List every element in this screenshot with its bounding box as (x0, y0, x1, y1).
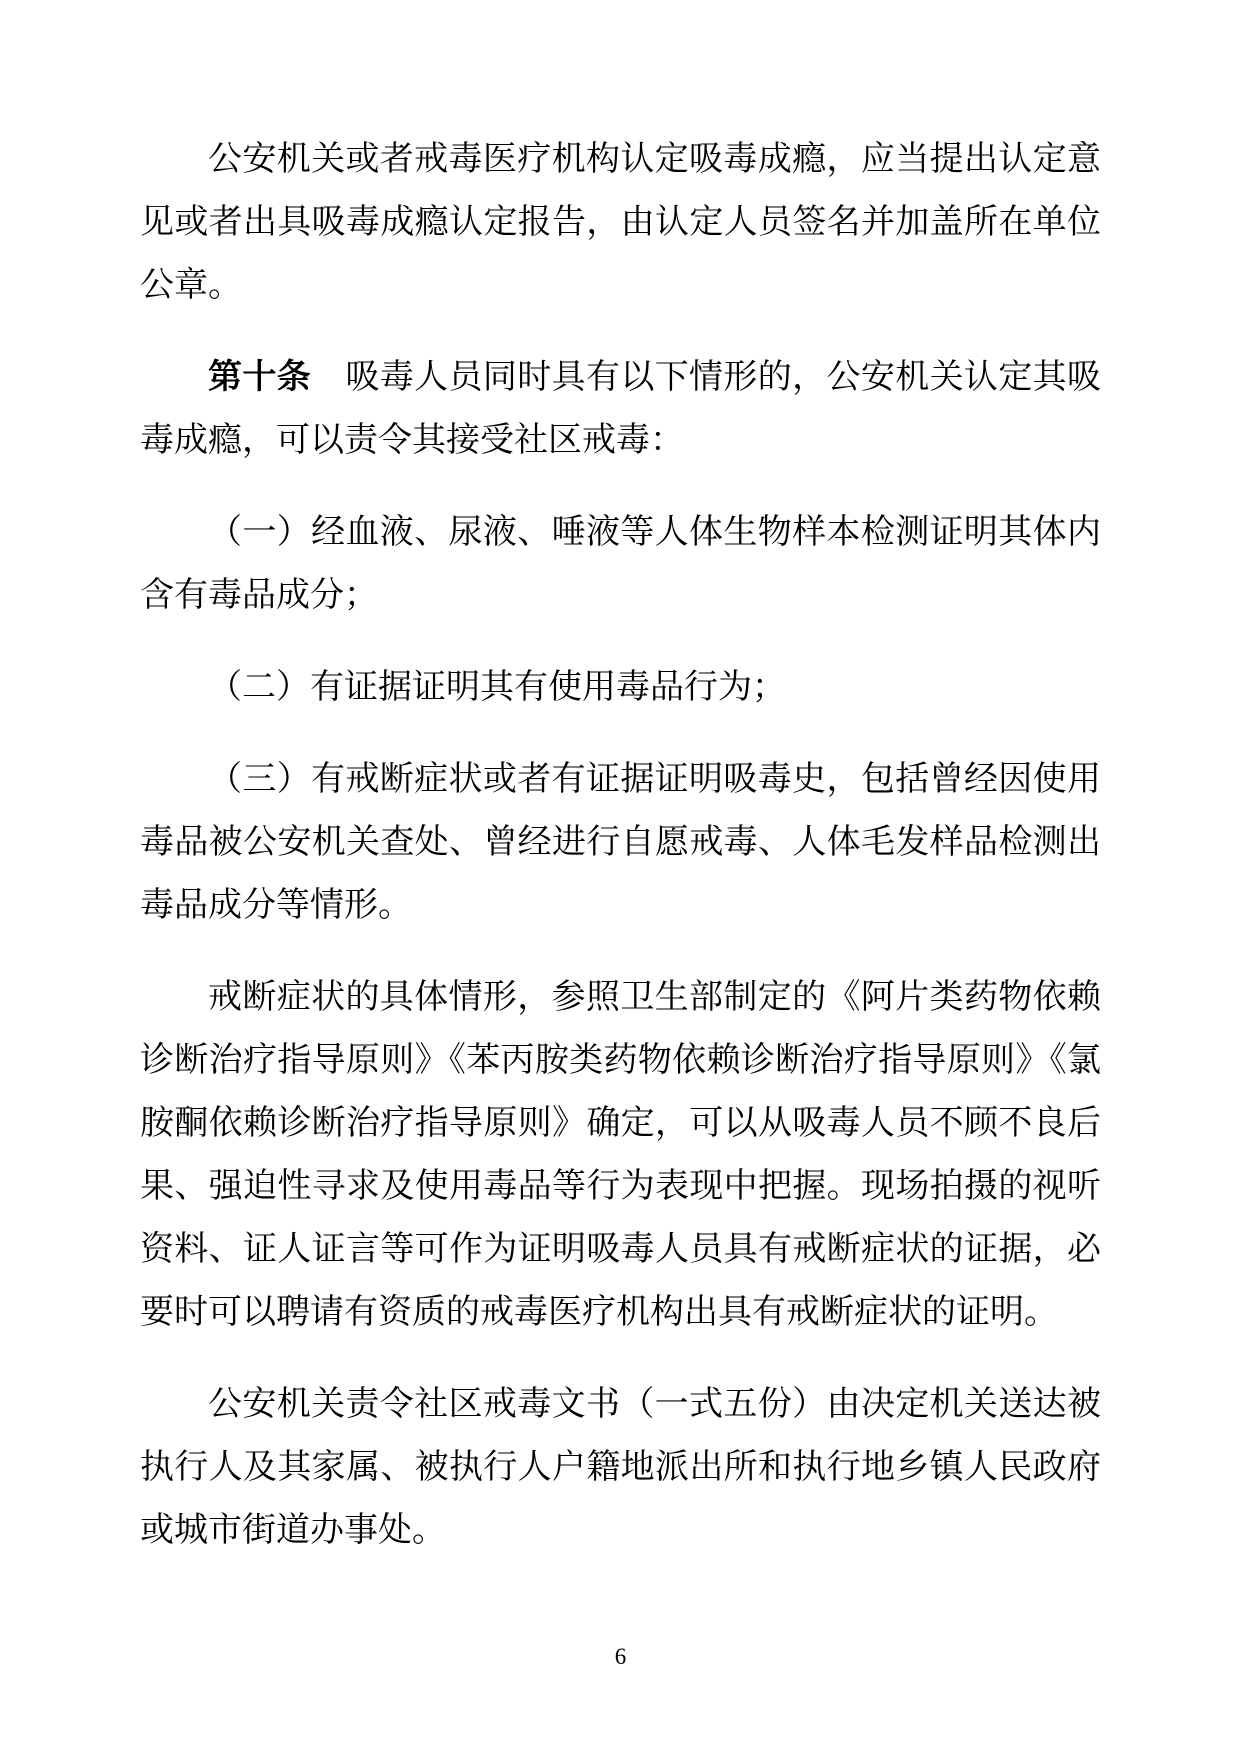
article-10-number: 第十条 (208, 359, 312, 396)
paragraph-item-3: （三）有戒断症状或者有证据证明吸毒史，包括曾经因使用毒品被公安机关查处、曾经进行自愿戒毒、人体毛发样品检测出毒品成分等情形。 (140, 761, 1101, 924)
paragraph-certification: 公安机关或者戒毒医疗机构认定吸毒成瘾，应当提出认定意见或者出具吸毒成瘾认定报告，由认定人员签名并加盖所在单位公章。 (140, 141, 1101, 304)
paragraph-withdrawal-symptoms: 戒断症状的具体情形，参照卫生部制定的《阿片类药物依赖诊断治疗指导原则》《苯丙胺类药物依赖诊断治疗指导原则》《氯胺酮依赖诊断治疗指导原则》确定，可以从吸毒人员不顾不良后果、强迫性寻求及使用毒品等行为表现中把握。现场拍摄的视听资料、证人证言等可作为证明吸毒人员具有戒断症状的证据，必要时可以聘请有资质的戒毒医疗机构出具有戒断症状的证明。 (140, 979, 1101, 1331)
paragraph-article-10 (140, 346, 1101, 472)
paragraph-document-delivery: 公安机关责令社区戒毒文书（一式五份）由决定机关送达被执行人及其家属、被执行人户籍地派出所和执行地乡镇人民政府或城市街道办事处。 (140, 1386, 1101, 1549)
paragraph-item-1: （一）经血液、尿液、唾液等人体生物样本检测证明其体内含有毒品成分； (140, 514, 1101, 614)
paragraph-item-2: （二）有证据证明其有使用毒品行为； (208, 669, 786, 706)
page-number: 6 (614, 1644, 627, 1669)
article-10-text: 吸毒人员同时具有以下情形的，公安机关认定其吸毒成瘾，可以责令其接受社区戒毒： (140, 359, 1102, 459)
